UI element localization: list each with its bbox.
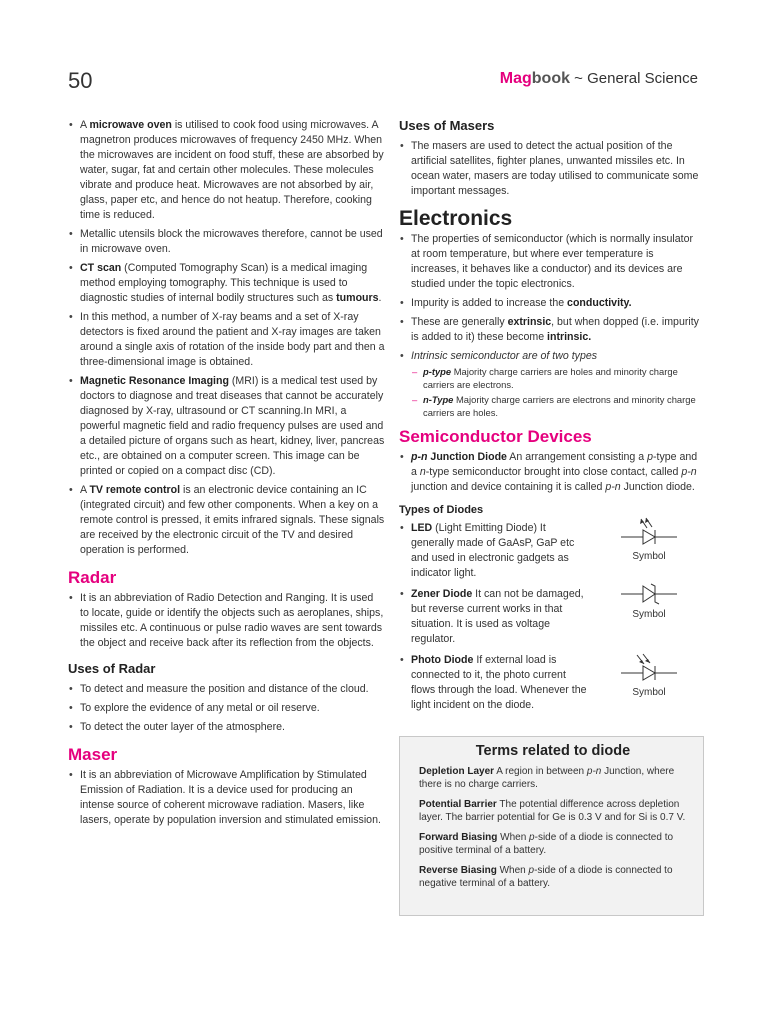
text: n: [419, 466, 426, 478]
term-ct-scan: CT scan: [80, 262, 122, 274]
text: -type and a: [411, 451, 698, 478]
text: Junction, where there is no charge carriers.: [419, 765, 675, 790]
brand-subtitle: ~ General Science: [570, 70, 698, 87]
types-of-diodes-heading: Types of Diodes: [399, 504, 484, 516]
text: p-n: [605, 481, 621, 493]
text: (MRI) is a medical test used by doctors to diagnose and treat diseases that cannot be accurately diagnosed by X-ray, ultrasound or CT scanning.In MRI, a powerful magnetic field and radio frequency pulses are used and a detailed picture of organs such as heart, kidney, liver, pancreas etc., are obtained on a computer screen. This image can be printed or copied on a compact disc (CD).: [80, 375, 385, 477]
symbol-label: Symbol: [632, 609, 666, 620]
text: Intrinsic semiconductor are of two types: [411, 350, 598, 362]
list-item: • The masers are used to detect the actual position of the artificial satellites, fighter planes, unwanted missiles etc. In ocean water, masers are today utilised to communicate some important messages.: [399, 139, 704, 199]
semiconductor-types-list: [399, 366, 704, 419]
list-item: • To explore the evidence of any metal or oil reserve.: [68, 701, 385, 716]
brand-mag: Mag: [499, 70, 532, 87]
term-forward-biasing: [419, 831, 687, 858]
term-tv-remote: TV remote control: [89, 484, 181, 496]
term-p-type: p-type: [423, 366, 452, 377]
term-zener-diode: Zener Diode: [411, 588, 473, 600]
text: An arrangement consisting a: [506, 451, 648, 463]
semiconductor-devices-heading: Semiconductor Devices: [399, 427, 592, 446]
uses-radar-heading: Uses of Radar: [68, 661, 156, 676]
term-depletion-layer: [419, 765, 687, 792]
list-item: [399, 315, 704, 345]
applications-list: [68, 118, 385, 558]
text: When: [496, 864, 529, 876]
right-column: [399, 118, 704, 717]
microwave-item: [68, 118, 385, 223]
text: Majority charge carriers are holes and minority charge carriers are electrons.: [423, 366, 678, 390]
text: -side of a diode is connected to negative terminal of a battery.: [419, 864, 673, 889]
tv-remote-item: [68, 483, 385, 558]
symbol-label: Symbol: [632, 551, 666, 562]
terms-box-title: Terms related to diode: [475, 743, 631, 759]
term-extrinsic: extrinsic: [507, 316, 552, 328]
term-conductivity: conductivity.: [567, 297, 632, 309]
electronics-list: [399, 232, 704, 364]
term-label: Depletion Layer: [419, 765, 495, 777]
left-column: [68, 118, 385, 832]
symbol-label: Symbol: [632, 687, 666, 698]
page-number: 50: [68, 68, 93, 93]
brand-book: book: [531, 70, 570, 87]
text: A: [80, 484, 90, 496]
term-mri: Magnetic Resonance Imaging: [80, 375, 229, 387]
text: p: [528, 864, 535, 876]
list-item: [399, 366, 704, 391]
term-tumours: tumours: [336, 292, 379, 304]
text: p: [529, 831, 535, 843]
term-photo-diode: Photo Diode: [411, 654, 474, 666]
radar-list: [68, 591, 385, 651]
maser-heading: Maser: [68, 745, 118, 764]
text: is utilised to cook food using microwaves. A magnetron produces microwaves of frequency 2450 MHz. When the microwaves are incident on food stuff, these are absorbed by water, sugar, fat and certain other molecules. These molecules vibrate and produce heat. Microwaves are not absorbed by air, glass, paper etc, and hence do not heatup. Therefore, cooking time is reduced.: [80, 119, 384, 221]
text: A region in between: [494, 765, 587, 777]
xray-item: • In this method, a number of X-ray beams and a set of X-ray detectors is fixed around the patient and X-ray images are taken around a single axis of rotation of the inside body part and then a three-dimensional image is obtained.: [68, 310, 385, 370]
devices-list: [399, 450, 704, 495]
term-reverse-biasing: [419, 864, 687, 891]
pn-junction-item: [399, 450, 704, 495]
term-label: Reverse Biasing: [419, 864, 497, 876]
photo-symbol: [616, 651, 682, 700]
maser-list: [68, 768, 385, 828]
term-led: LED: [411, 522, 433, 534]
photo-item: [399, 653, 589, 713]
text: A: [80, 119, 90, 131]
radar-heading: Radar: [68, 568, 117, 587]
zener-row: [399, 587, 704, 647]
list-item: [399, 349, 704, 364]
text: p: [647, 451, 653, 463]
zener-item: [399, 587, 589, 647]
photodiode-icon: [617, 651, 681, 685]
maser-item: • It is an abbreviation of Microwave Amplification by Stimulated Emission of Radiation. It is a device used for producing an intense source of coherent microwave radiation. Masers, like lasers, operate by population inversion and stimulated emission.: [68, 768, 385, 828]
list-item: • To detect and measure the position and distance of the cloud.: [68, 682, 385, 697]
text: .: [378, 292, 382, 304]
text: , but when dopped (i.e. impurity is added to it) these become: [411, 316, 699, 343]
text: (Light Emitting Diode) It generally made of GaAsP, GaP etc and used in electronic gadgets as indicator light.: [411, 522, 575, 579]
text: p-n: [681, 466, 697, 478]
term-junction-diode: Junction Diode: [427, 451, 507, 463]
led-item: [399, 521, 589, 581]
zener-symbol: [616, 581, 682, 622]
term-microwave-oven: microwave oven: [89, 119, 172, 131]
terms-related-to-diode-box: [399, 736, 704, 916]
term-pn: p-n: [411, 451, 428, 463]
mri-item: [68, 374, 385, 479]
led-row: [399, 521, 704, 581]
uses-masers-heading: Uses of Masers: [399, 118, 495, 133]
text: Majority charge carriers are electrons and minority charge carriers are holes.: [423, 394, 696, 418]
led-diode-icon: [617, 515, 681, 549]
text: -type semiconductor brought into close contact, called: [425, 466, 682, 478]
text: p-n: [586, 765, 602, 777]
radar-item: • It is an abbreviation of Radio Detection and Ranging. It is used to locate, guide or identify the objects such as aeroplanes, ships, missiles etc. A continuous or pulse radio waves are sent towards the object and receive back after its reflection from the objects.: [68, 591, 385, 651]
term-n-type: n-Type: [423, 394, 454, 405]
text: It can not be damaged, but reverse current works in that situation. It is used as voltage regulator.: [411, 588, 584, 645]
term-intrinsic: intrinsic.: [547, 331, 592, 343]
text: The potential difference across depletion layer. The barrier potential for Ge is 0.3 V and for Si is 0.7 V.: [419, 798, 686, 823]
ct-item: [68, 261, 385, 306]
running-header: [500, 70, 698, 88]
term-label: Forward Biasing: [419, 831, 498, 843]
text: is an electronic device containing an IC (integrated circuit) and few other components. When a key on a remote control is pressed, it emits infrared signals. These signals are received by the electronic circuit of the TV and desired operation is performed.: [80, 484, 385, 556]
text: -side of a diode is connected to positive terminal of a battery.: [419, 831, 674, 856]
term-potential-barrier: [419, 798, 687, 825]
term-label: Potential Barrier: [419, 798, 497, 810]
uses-masers-list: [399, 139, 704, 199]
metallic-item: • Metallic utensils block the microwaves therefore, cannot be used in microwave oven.: [68, 227, 385, 257]
text: junction and device containing it is called: [411, 481, 606, 493]
photo-row: [399, 653, 704, 713]
text: Impurity is added to increase the: [411, 297, 568, 309]
text: (Computed Tomography Scan) is a medical imaging method employing tomography. This technique is used to diagnostic studies of internal bodily structures such as: [80, 262, 368, 304]
led-symbol: [616, 515, 682, 564]
uses-radar-list: [68, 682, 385, 735]
text: When: [497, 831, 530, 843]
list-item: • The properties of semiconductor (which is normally insulator at room temperature, but where ever temperature is increases, it behaves like a conductor) and its devices are studied under the topic electronics.: [399, 232, 704, 292]
list-item: [399, 296, 704, 311]
list-item: [399, 394, 704, 419]
text: Junction diode.: [620, 481, 695, 493]
list-item: • To detect the outer layer of the atmosphere.: [68, 720, 385, 735]
zener-diode-icon: [617, 581, 681, 607]
electronics-heading: Electronics: [399, 207, 513, 230]
text: These are generally: [411, 316, 508, 328]
text: If external load is connected to it, the photo current flows through the load. Whenever the light incident on the diode.: [411, 654, 587, 711]
